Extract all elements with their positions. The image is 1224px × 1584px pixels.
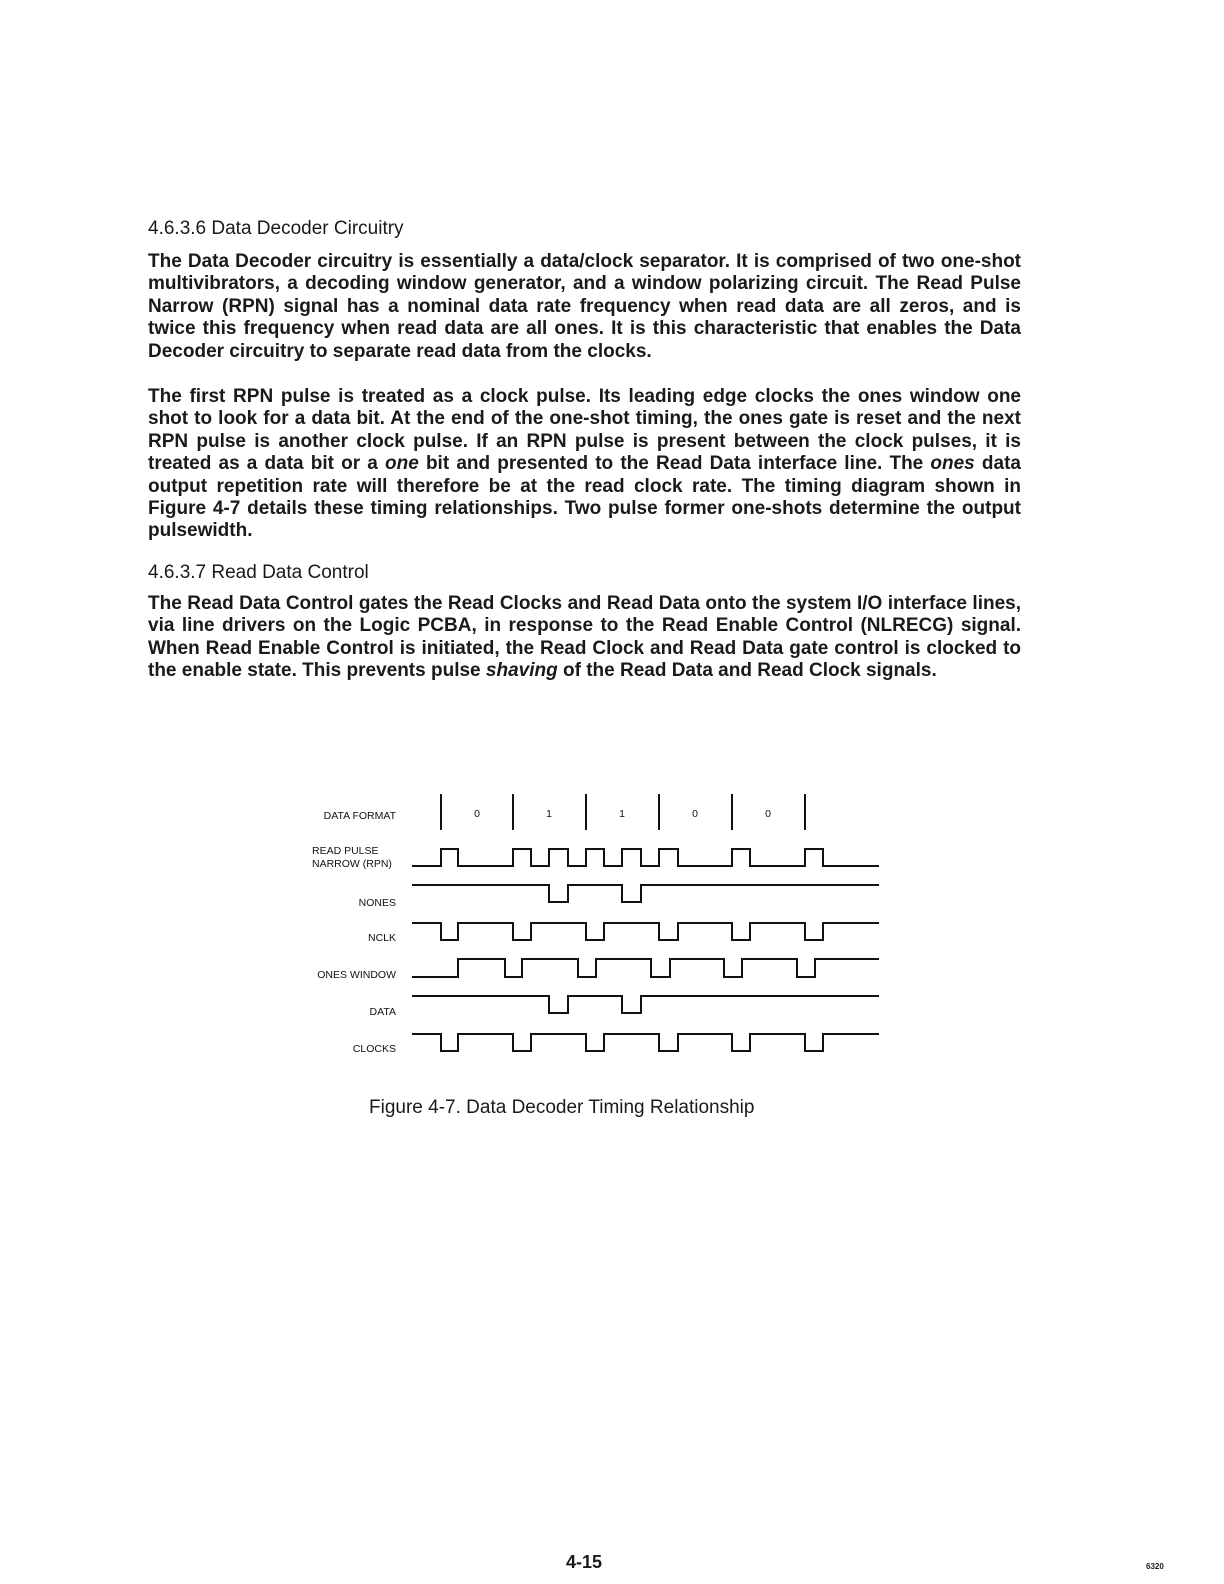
data-bit-2: 1 [546,808,552,820]
paragraph-read-data-control: The Read Data Control gates the Read Clocks and Read Data onto the system I/O interface lines, via line drivers on the Logic PCBA, in response to the Read Enable Control (NLRECG) signal. When Read Enable Control is initiated, the Read Clock and Read Data gate control is clocked to the enable state. This prevents pulse shaving of the Read Data and Read Clock signals. [148,593,1021,682]
data-bit-1: 0 [474,808,480,820]
section-heading-4-6-3-6: 4.6.3.6 Data Decoder Circuitry [148,218,404,239]
waveform-data [412,996,879,1013]
data-bit-3: 1 [619,808,625,820]
data-bit-4: 0 [692,808,698,820]
label-rpn-line2: NARROW (RPN) [312,858,392,870]
label-clocks: CLOCKS [352,1043,396,1055]
paragraph-decoder-intro: The Data Decoder circuitry is essentially a data/clock separator. It is comprised of two one-shot multivibrators, a decoding window generator, and a window polarizing circuit. The Read Pulse Narrow (RPN) signal has a nominal data rate frequency when read data are all zeros, and is twice this frequency when read data are all ones. It is this characteristic that enables the Data Decoder circuitry to separate read data from the clocks. [148,251,1021,362]
figure-caption: Figure 4-7. Data Decoder Timing Relationship [369,1097,755,1118]
section-heading-4-6-3-7: 4.6.3.7 Read Data Control [148,562,369,583]
data-bit-5: 0 [765,808,771,820]
paragraph-rpn-clock: The first RPN pulse is treated as a clock pulse. Its leading edge clocks the ones window one shot to look for a data bit. At the end of the one-shot timing, the ones gate is reset and the next RPN pulse is another clock pulse. If an RPN pulse is present between the clock pulses, it is treated as a data bit or a one bit and presented to the Read Data interface line. The ones data output repetition rate will therefore be at the read clock rate. The timing diagram shown in Figure 4-7 details these timing relationships. Two pulse former one-shots determine the output pulsewidth. [148,386,1021,542]
part-number: 6320 [1146,1562,1164,1571]
waveform-nones [412,885,879,902]
label-ones-window: ONES WINDOW [317,969,396,981]
page-number: 4-15 [566,1552,603,1572]
label-data-format: DATA FORMAT [323,810,396,822]
waveform-rpn [412,849,879,866]
label-nones: NONES [358,897,396,909]
label-data: DATA [369,1006,396,1018]
waveform-ones-window [412,959,879,977]
timing-diagram [300,786,890,1068]
label-rpn-line1: READ PULSE [312,845,379,857]
waveform-nclk [412,923,879,940]
waveform-clocks [412,1034,879,1051]
label-nclk: NCLK [367,932,396,944]
data-format-row [324,794,805,830]
